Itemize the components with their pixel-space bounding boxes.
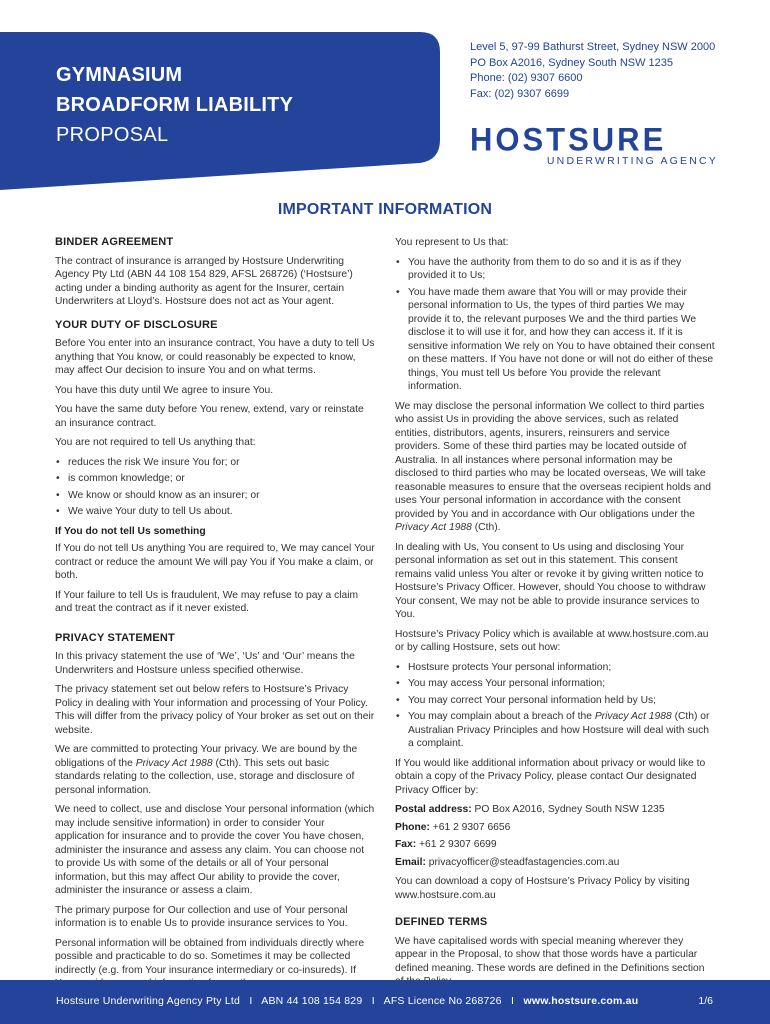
list-item: • You may access Your personal information;	[395, 677, 715, 691]
contact-po-box: PO Box A2016, Sydney South NSW 1235	[470, 56, 674, 69]
disclosure-list	[55, 456, 375, 519]
privacy-paragraph: In this privacy statement the use of ‘We’, ‘Us’ and ‘Our’ means the Underwriters and Hostsure unless specified otherwise.	[55, 651, 355, 676]
defined-terms-paragraph: We have capitalised words with special meaning wherever they appear in the Proposal, to show that those words have a particular defined meaning. These words are defined in the Definitions section	[395, 935, 705, 974]
list-item: • You may correct Your personal information held by Us;	[395, 694, 715, 708]
phone-label: Phone:	[395, 821, 430, 833]
act-name: Privacy Act 1988	[594, 711, 672, 722]
logo-wordmark: HOSTSURE	[470, 121, 667, 158]
fax-label: Fax:	[395, 839, 417, 850]
contact-phone: Phone: (02) 9307 6600	[470, 72, 583, 84]
footer-website-link[interactable]: www.hostsure.com.au	[523, 995, 639, 1007]
privacy-paragraph	[395, 400, 715, 535]
act-name: Privacy Act 1988	[135, 757, 213, 769]
contact-block	[470, 40, 715, 102]
disclosure-paragraph: You have the same duty before You renew, extend, vary or reinstate an insurance contract.	[55, 404, 364, 429]
email-value: privacyofficer@steadfastagencies.com.au	[425, 856, 620, 868]
privacy-paragraph	[55, 743, 375, 797]
privacy-paragraph: The primary purpose for Our collection and use of Your personal information is to enable Us to provide insurance services to You.	[55, 904, 348, 929]
disclosure-paragraph: If You do not tell Us anything You are required to, We may cancel Your contract or reduce the amount We will pay You if You make a claim, or both.	[55, 543, 375, 581]
privacy-paragraph: Personal information will be obtained from individuals directly where possible and practicable to do so. Sometimes it may be collected indirectly (e.g. from Your insurance intermediary or co-insureds). If	[55, 937, 365, 976]
postal-value: PO Box A2016, Sydney South NSW 1235	[471, 804, 665, 815]
important-information-heading: IMPORTANT INFORMATION	[277, 201, 493, 218]
list-item: • is common knowledge; or	[55, 472, 375, 486]
phone-line	[395, 821, 715, 835]
privacy-policy-list	[395, 661, 715, 751]
logo-subtitle: UNDERWRITING AGENCY	[546, 155, 718, 167]
text-run: You may complain about a breach of the	[408, 711, 595, 722]
privacy-paragraph: In dealing with Us, You consent to Us using and disclosing Your personal information as set out in this statement. This consent remains valid unless You alter or revoke it by giving written notice to Hostsure’s Privacy Officer. However, should You choose to withdraw Your consent, We may not be able to provide insurance services to You.	[395, 541, 706, 620]
email-line	[395, 856, 715, 870]
disclosure-paragraph: You have this duty until We agree to insure You.	[55, 384, 274, 396]
disclosure-paragraph: If Your failure to tell Us is fraudulent, We may refuse to pay a claim and treat the contract as if it never existed.	[55, 589, 359, 614]
if-you-do-not-tell-us-subheading: If You do not tell Us something	[55, 525, 206, 537]
fax-line	[395, 838, 715, 852]
text-run: (Cth).	[471, 522, 501, 533]
footer-bar	[0, 980, 770, 1024]
disclosure-paragraph: Before You enter into an insurance contract, You have a duty to tell Us anything that You know, or could reasonably be expected to know, may affect Our decision to insure You and on what terms.	[55, 338, 375, 376]
privacy-statement-heading: PRIVACY STATEMENT	[55, 631, 175, 644]
right-column	[395, 236, 715, 995]
title-line-2: BROADFORM LIABILITY	[56, 94, 294, 116]
list-item: • We waive Your duty to tell Us about.	[55, 505, 375, 519]
contact-address: Level 5, 97-99 Bathurst Street, Sydney NSW 2000	[470, 41, 716, 53]
text-run: (Cth) or Australian Privacy Principles and how Hostsure will deal with such a complaint.	[408, 711, 710, 749]
text-run: (Cth). This sets out basic standards relating to the collection, use, storage and disclosure of personal information.	[55, 757, 355, 796]
list-item: • You have made them aware that You will or may provide their personal information to Us, the types of third parties We may provide it to, the relevant purposes We and the third parties We disclose it to will use it for, and how they can access it. If it is sensitive information We rely on You to have obtained their consent on these matters. If You have not done or will not do either of these things, You must tell Us before You provide the relevant information.	[395, 286, 715, 394]
defined-terms-heading: DEFINED TERMS	[395, 916, 488, 928]
hostsure-logo	[470, 121, 720, 167]
email-label: Email:	[395, 856, 426, 868]
title-line-1: GYMNASIUM	[56, 64, 183, 86]
title-line-3: PROPOSAL	[56, 124, 169, 146]
footer-company-info: Hostsure Underwriting Agency Pty Ltd I ABN 44 108 154 829 I AFS Licence No 268726 I	[56, 995, 524, 1007]
phone-value: +61 2 9307 6656	[429, 821, 511, 833]
list-item: • Hostsure protects Your personal information;	[395, 661, 715, 675]
postal-label: Postal address:	[395, 804, 472, 815]
binder-paragraph: The contract of insurance is arranged by Hostsure Underwriting Agency Pty Ltd (ABN 44 108 154 829, AFSL 268726) (‘Hostsure’) acting under a binding authority as agent for the Insurer, certain Underwriters at Lloyd’s. Hostsure does not act as Your agent.	[55, 255, 353, 307]
disclosure-paragraph: You are not required to tell Us anything that:	[55, 437, 256, 448]
duty-of-disclosure-heading: YOUR DUTY OF DISCLOSURE	[55, 318, 218, 331]
list-item: • We know or should know as an insurer; or	[55, 489, 375, 503]
privacy-paragraph: You represent to Us that:	[395, 237, 509, 248]
privacy-paragraph: We need to collect, use and disclose Your personal information (which may include sensitive information) in order to consider Your application for insurance and to provide the cover You have chosen, administer the insurance and assess any claim. You can choose not to provide Us with some of the details or all of Your personal information, but this may affect Our ability to provide the cover, administer the insurance or assess a claim.	[55, 804, 375, 896]
fax-value: +61 2 9307 6699	[416, 839, 497, 850]
text-run: We are committed to protecting Your privacy. We are bound by the obligations of the	[55, 744, 358, 769]
act-name: Privacy Act 1988	[395, 522, 472, 533]
text-run: We may disclose the personal information We collect to third parties who assist Us in providing the above services, such as related entities, distributors, agents, insurers, reinsurers and service providers. Some of these third parties may be located outside of Australia. In all instances where personal information may be disclosed to third parties who may be located overseas, We will take reasonable measures to ensure that the overseas recipient holds and uses Your personal information in accordance with the consent provided by You and in accordance with Our obligations under the	[395, 400, 711, 520]
privacy-paragraph: If You would like additional information about privacy or would like to obtain a copy of the Privacy Policy, please contact Our designated Privacy Officer by:	[395, 757, 706, 796]
list-item: • reduces the risk We insure You for; or	[55, 456, 375, 470]
privacy-statement-section	[55, 632, 375, 991]
list-item: • You have the authority from them to do so and it is as if they provided it to Us;	[395, 256, 715, 283]
privacy-paragraph: Hostsure’s Privacy Policy which is available at www.hostsure.com.au or by calling Hostsure, sets out how:	[395, 628, 709, 653]
defined-terms-section	[395, 916, 715, 989]
postal-address-line	[395, 803, 715, 817]
document-title	[56, 60, 293, 150]
footer-text	[56, 995, 638, 1007]
duty-of-disclosure-section	[55, 319, 375, 616]
binder-agreement-heading: BINDER AGREEMENT	[55, 236, 174, 248]
contact-fax: Fax: (02) 9307 6699	[470, 87, 570, 100]
page-number: 1/6	[698, 995, 713, 1007]
privacy-paragraph: The privacy statement set out below refers to Hostsure’s Privacy Policy in dealing with Your information and processing of Your Policy. This will differ from the privacy policy of Your broker as set out on their website.	[55, 684, 375, 736]
list-item	[395, 710, 715, 751]
representation-list	[395, 256, 715, 394]
left-column	[55, 236, 375, 997]
privacy-paragraph: You can download a copy of Hostsure’s Privacy Policy by visiting www.hostsure.com.au	[395, 876, 690, 901]
